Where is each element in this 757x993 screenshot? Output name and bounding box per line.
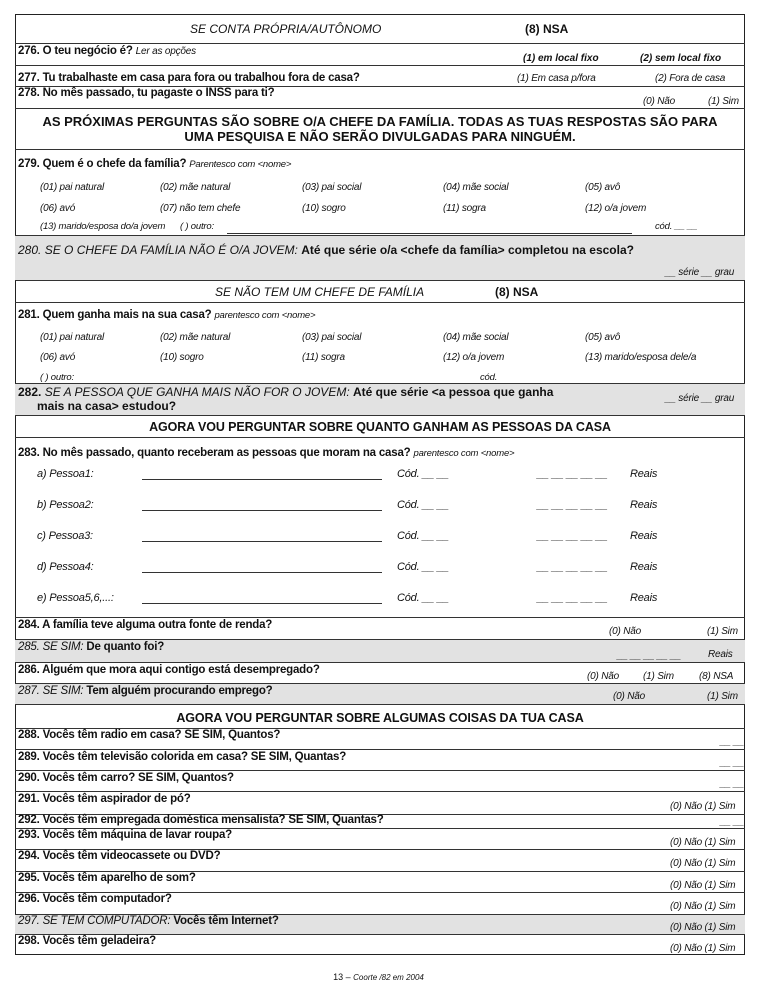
option-nao[interactable]: (0) Não — [613, 691, 645, 702]
section-line-2: UMA PESQUISA E NÃO SERÃO DIVULGADAS PARA NINGUÉM. — [184, 129, 576, 144]
option-sim[interactable]: (1) Sim — [708, 96, 739, 107]
question-text: 294. Vocês têm videocassete ou DVD? — [18, 850, 221, 862]
question-text: 278. No mês passado, tu pagaste o INSS para ti? — [18, 87, 275, 99]
section-title: SE NÃO TEM UM CHEFE DE FAMÍLIA — [215, 285, 425, 299]
option-11[interactable]: (11) sogra — [443, 203, 486, 214]
yes-no-options[interactable]: (0) Não (1) Sim — [670, 837, 736, 848]
yes-no-options[interactable]: (0) Não (1) Sim — [670, 880, 736, 891]
section-line-1: AS PRÓXIMAS PERGUNTAS SÃO SOBRE O/A CHEFE DA FAMÍLIA. TODAS AS TUAS RESPOSTAS SÃO PARA — [42, 114, 718, 129]
person-unit: Reais — [630, 468, 658, 480]
person-unit: Reais — [630, 561, 658, 573]
question-text: 296. Vocês têm computador? — [18, 893, 172, 905]
serie-grau-field[interactable]: __ série __ grau — [665, 267, 735, 278]
question-text: 292. Vocês têm empregada doméstica mensalista? SE SIM, Quantas? — [18, 814, 384, 826]
question-291 — [15, 791, 745, 814]
option-03[interactable]: (03) pai social — [302, 332, 362, 343]
option-12[interactable]: (12) o/a jovem — [443, 352, 505, 363]
person-cod[interactable]: Cód. __ __ — [397, 499, 449, 511]
question-278 — [15, 86, 745, 108]
section-conta-propria — [15, 14, 745, 43]
section-sem-chefe — [15, 280, 745, 302]
person-label: b) Pessoa2: — [37, 499, 94, 511]
option-outro[interactable]: ( ) outro: — [40, 372, 74, 383]
serie-grau-field[interactable]: __ série __ grau — [665, 393, 735, 404]
person-cod[interactable]: Cód. __ __ — [397, 530, 449, 542]
option-sim[interactable]: (1) Sim — [707, 626, 738, 637]
question-text: 279. Quem é o chefe da família? Parentesco com <nome> — [18, 158, 292, 170]
question-295 — [15, 871, 745, 892]
option-01[interactable]: (01) pai natural — [40, 332, 105, 343]
option-11[interactable]: (11) sogra — [302, 352, 345, 363]
option-05[interactable]: (05) avô — [585, 182, 621, 193]
question-288 — [15, 728, 745, 749]
option-nao[interactable]: (0) Não — [609, 626, 641, 637]
question-text: 290. Vocês têm carro? SE SIM, Quantos? — [18, 772, 234, 784]
question-298 — [15, 934, 745, 955]
question-text-cont: mais na casa> estudou? — [37, 399, 177, 413]
count-field[interactable]: __ __ — [720, 778, 745, 789]
question-text: 287. SE SIM: Tem alguém procurando emprego? — [18, 685, 273, 697]
nsa-label: (8) NSA — [525, 22, 569, 36]
nsa-label: (8) NSA — [495, 285, 539, 299]
question-282 — [15, 383, 745, 415]
question-text: 285. SE SIM: De quanto foi? — [18, 641, 165, 653]
person-name-line[interactable] — [142, 510, 382, 511]
question-289 — [15, 749, 745, 770]
person-name-line[interactable] — [142, 603, 382, 604]
footer-title: Coorte /82 em 2004 — [353, 973, 424, 982]
person-label: c) Pessoa3: — [37, 530, 93, 542]
count-field[interactable]: __ __ — [720, 816, 745, 827]
option-10[interactable]: (10) sogro — [160, 352, 204, 363]
yes-no-options[interactable]: (0) Não (1) Sim — [670, 801, 736, 812]
option-nao[interactable]: (0) Não — [587, 671, 619, 682]
person-unit: Reais — [630, 592, 658, 604]
option-04[interactable]: (04) mãe social — [443, 332, 509, 343]
option-02[interactable]: (02) mãe natural — [160, 332, 231, 343]
question-297 — [15, 914, 745, 934]
question-290 — [15, 770, 745, 791]
question-280 — [15, 235, 745, 280]
person-cod[interactable]: Cód. __ __ — [397, 592, 449, 604]
option-10[interactable]: (10) sogro — [302, 203, 346, 214]
question-text: 298. Vocês têm geladeira? — [18, 935, 156, 947]
question-284 — [15, 617, 745, 639]
question-text: 295. Vocês têm aparelho de som? — [18, 872, 196, 884]
person-value[interactable]: __ __ __ __ __ — [537, 561, 608, 573]
option-fora-de-casa[interactable]: (2) Fora de casa — [655, 73, 726, 84]
question-276 — [15, 43, 745, 65]
option-01[interactable]: (01) pai natural — [40, 182, 105, 193]
yes-no-options[interactable]: (0) Não (1) Sim — [670, 943, 736, 954]
question-text: 291. Vocês têm aspirador de pó? — [18, 793, 191, 805]
question-281 — [15, 302, 745, 383]
option-13[interactable]: (13) marido/esposa dele/a — [585, 352, 697, 363]
section-proximas — [15, 108, 745, 149]
count-field[interactable]: __ __ — [720, 757, 745, 768]
option-02[interactable]: (02) mãe natural — [160, 182, 231, 193]
page-number: 13 – — [333, 972, 351, 982]
question-292 — [15, 814, 745, 828]
person-label: a) Pessoa1: — [37, 468, 94, 480]
question-text: 277. Tu trabalhaste em casa para fora ou trabalhou fora de casa? — [18, 72, 360, 84]
value-field[interactable]: __ __ __ __ __ — [617, 650, 681, 661]
question-text: 293. Vocês têm máquina de lavar roupa? — [18, 829, 232, 841]
section-title: AGORA VOU PERGUNTAR SOBRE QUANTO GANHAM AS PESSOAS DA CASA — [149, 420, 611, 434]
option-06[interactable]: (06) avó — [40, 203, 76, 214]
yes-no-options[interactable]: (0) Não (1) Sim — [670, 901, 736, 912]
question-text: 282. SE A PESSOA QUE GANHA MAIS NÃO FOR O JOVEM: Até que série <a pessoa que ganha — [18, 385, 554, 399]
person-label: d) Pessoa4: — [37, 561, 94, 573]
person-name-line[interactable] — [142, 572, 382, 573]
question-text: 276. O teu negócio é? Ler as opções — [18, 45, 196, 57]
person-cod[interactable]: Cód. __ __ — [397, 561, 449, 573]
question-text: 289. Vocês têm televisão colorida em casa? SE SIM, Quantas? — [18, 751, 347, 763]
option-outro[interactable]: ( ) outro: — [180, 221, 214, 232]
option-nsa[interactable]: (8) NSA — [699, 671, 734, 682]
question-283 — [15, 437, 745, 617]
person-unit: Reais — [630, 499, 658, 511]
question-294 — [15, 849, 745, 871]
count-field[interactable]: __ __ — [720, 736, 745, 747]
section-quanto-ganham — [15, 415, 745, 437]
option-13[interactable]: (13) marido/esposa do/a jovem — [40, 221, 166, 232]
question-text: 286. Alguém que mora aqui contigo está desempregado? — [18, 664, 320, 676]
outro-input-line[interactable] — [227, 233, 632, 234]
person-unit: Reais — [630, 530, 658, 542]
person-value[interactable]: __ __ __ __ __ — [537, 592, 608, 604]
person-value[interactable]: __ __ __ __ __ — [537, 530, 608, 542]
question-277 — [15, 65, 745, 86]
person-label: e) Pessoa5,6,...: — [37, 592, 114, 604]
person-name-line[interactable] — [142, 541, 382, 542]
option-local-fixo[interactable]: (1) em local fixo — [523, 53, 599, 64]
question-293 — [15, 828, 745, 849]
question-287 — [15, 683, 745, 704]
cod-field[interactable]: cód. — [480, 372, 498, 383]
question-text: 280. SE O CHEFE DA FAMÍLIA NÃO É O/A JOVEM: Até que série o/a <chefe da família> completou na escola? — [18, 243, 634, 257]
question-279 — [15, 149, 745, 235]
option-em-casa[interactable]: (1) Em casa p/fora — [517, 73, 596, 84]
option-04[interactable]: (04) mãe social — [443, 182, 509, 193]
unit-label: Reais — [708, 649, 733, 660]
section-title: SE CONTA PRÓPRIA/AUTÔNOMO — [190, 22, 382, 36]
option-nao[interactable]: (0) Não — [643, 96, 675, 107]
yes-no-options[interactable]: (0) Não (1) Sim — [670, 858, 736, 869]
section-coisas-casa — [15, 704, 745, 728]
question-text: 288. Vocês têm radio em casa? SE SIM, Quantos? — [18, 729, 281, 741]
option-sim[interactable]: (1) Sim — [643, 671, 674, 682]
question-text: 283. No mês passado, quanto receberam as pessoas que moram na casa? parentesco com <nome> — [18, 447, 515, 459]
person-value[interactable]: __ __ __ __ __ — [537, 499, 608, 511]
section-title: AGORA VOU PERGUNTAR SOBRE ALGUMAS COISAS DA TUA CASA — [176, 711, 584, 725]
option-05[interactable]: (05) avô — [585, 332, 621, 343]
question-285 — [15, 639, 745, 662]
person-cod[interactable]: Cód. __ __ — [397, 468, 449, 480]
option-sim[interactable]: (1) Sim — [707, 691, 738, 702]
question-text: 297. SE TEM COMPUTADOR: Vocês têm Internet? — [18, 915, 279, 927]
yes-no-options[interactable]: (0) Não (1) Sim — [670, 922, 736, 933]
option-sem-local-fixo[interactable]: (2) sem local fixo — [640, 53, 722, 64]
cod-field[interactable]: cód. __ __ — [655, 221, 698, 232]
option-12[interactable]: (12) o/a jovem — [585, 203, 647, 214]
person-name-line[interactable] — [142, 479, 382, 480]
question-286 — [15, 662, 745, 683]
person-value[interactable]: __ __ __ __ __ — [537, 468, 608, 480]
page-footer — [0, 972, 757, 982]
option-06[interactable]: (06) avó — [40, 352, 76, 363]
option-03[interactable]: (03) pai social — [302, 182, 362, 193]
option-07[interactable]: (07) não tem chefe — [160, 203, 241, 214]
question-text: 281. Quem ganha mais na sua casa? parentesco com <nome> — [18, 309, 316, 321]
question-text: 284. A família teve alguma outra fonte de renda? — [18, 619, 273, 631]
question-296 — [15, 892, 745, 914]
